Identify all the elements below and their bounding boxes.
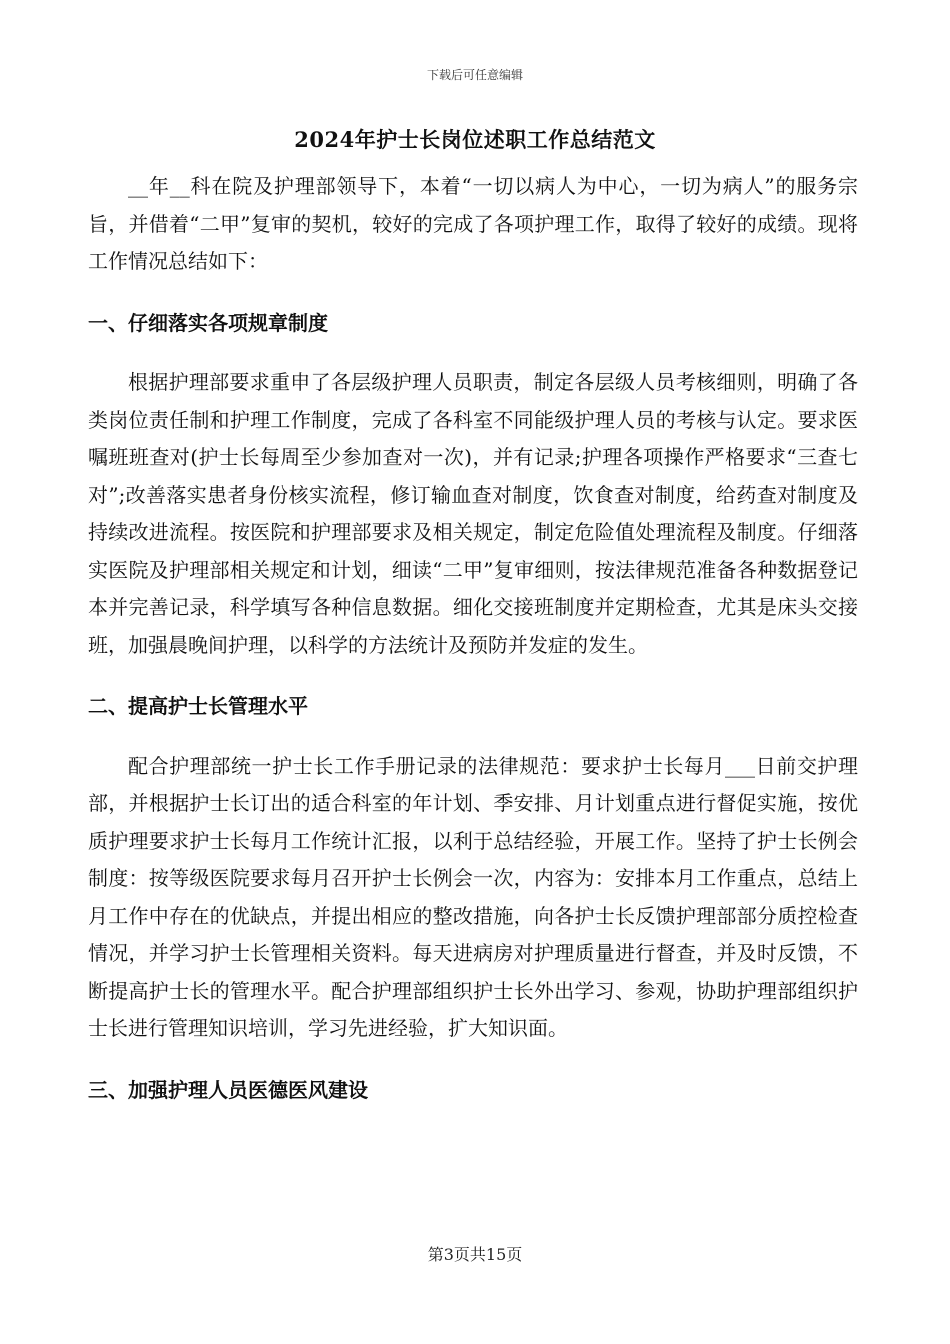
section-body-2: 配合护理部统一护士长工作手册记录的法律规范：要求护士长每月___日前交护理部，并根据护士长订出的适合科室的年计划、季安排、月计划重点进行督促实施，按优质护理要求护士长每月工作统计汇报，以利于总结经验，开展工作。坚持了护士长例会制度：按等级医院要求每月召开护士长例会一次，内容为：安排本月工作重点，总结上月工作中存在的优缺点，并提出相应的整改措施，向各护士长反馈护理部部分质控检查情况，并学习护士长管理相关资料。每天进病房对护理质量进行督查，并及时反馈，不断提高护士长的管理水平。配合护理部组织护士长外出学习、参观，协助护理部组织护士长进行管理知识培训，学习先进经验，扩大知识面。 (88, 753, 858, 1040)
section-heading-1: 一、仔细落实各项规章制度 (88, 310, 328, 335)
section-heading-2: 二、提高护士长管理水平 (88, 694, 308, 718)
header-note: 下载后可任意编辑 (426, 68, 523, 82)
document-title: 2024年护士长岗位述职工作总结范文 (294, 127, 656, 152)
section-heading-3: 三、加强护理人员医德医风建设 (88, 1077, 368, 1102)
section-body-1: 根据护理部要求重申了各层级护理人员职责，制定各层级人员考核细则，明确了各类岗位责任制和护理工作制度，完成了各科室不同能级护理人员的考核与认定。要求医嘱班班查对(护士长每周至少参加查对一次)，并有记录;护理各项操作严格要求“三查七对”;改善落实患者身份核实流程，修订输血查对制度，饮食查对制度，给药查对制度及持续改进流程。按医院和护理部要求及相关规定，制定危险值处理流程及制度。仔细落实医院及护理部相关规定和计划，细读“二甲”复审细则，按法律规范准备各种数据登记本并完善记录，科学填写各种信息数据。细化交接班制度并定期检查，尤其是床头交接班，加强晨晚间护理，以科学的方法统计及预防并发症的发生。 (88, 370, 858, 657)
page-number: 第3页共15页 (427, 1245, 523, 1264)
intro-paragraph: __年__科在院及护理部领导下，本着“一切以病人为中心，一切为病人”的服务宗旨，并借着“二甲”复审的契机，较好的完成了各项护理工作，取得了较好的成绩。现将工作情况总结如下： (88, 174, 858, 273)
document-body (88, 168, 858, 1131)
